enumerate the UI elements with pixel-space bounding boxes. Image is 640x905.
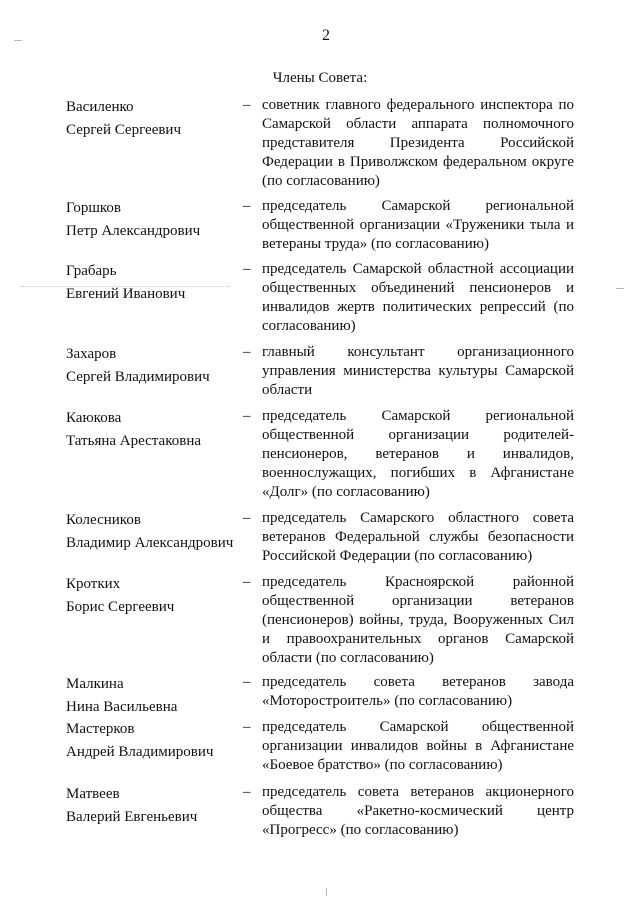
member-surname: Колесников xyxy=(66,512,141,528)
member-role: председатель совета ветеранов завода «Моторостроитель» (по согласованию) xyxy=(262,674,574,709)
member-name xyxy=(66,343,246,389)
member-role: председатель Самарской областной ассоциации общественных объединений пенсионеров и инвалидов жертв политических репрессий (по согласованию) xyxy=(262,261,574,334)
dash: – xyxy=(243,97,251,113)
member-surname: Захаров xyxy=(66,346,117,362)
member-name xyxy=(66,407,246,453)
section-heading: Члены Совета: xyxy=(272,70,368,86)
member-given-names: Евгений Иванович xyxy=(66,286,186,302)
member-role: председатель Самарской региональной общественной организации «Труженики тыла и ветераны труда» (по согласованию) xyxy=(262,198,574,252)
dash: – xyxy=(243,719,251,735)
dash: – xyxy=(243,784,251,800)
member-surname: Каюкова xyxy=(66,410,122,426)
member-role: председатель совета ветеранов акционерного общества «Ракетно-космический центр «Прогресс» (по согласованию) xyxy=(262,784,574,838)
member-name xyxy=(66,260,246,306)
member-role: председатель Самарской региональной общественной организации родителей-пенсионеров, ветеранов и инвалидов, военнослужащих, погибших в Афганистане «Долг» (по согласованию) xyxy=(262,408,574,500)
member-given-names: Андрей Владимирович xyxy=(66,744,214,760)
member-name xyxy=(66,96,246,142)
dash: – xyxy=(243,344,251,360)
dash: – xyxy=(243,574,251,590)
dash: – xyxy=(243,674,251,690)
member-surname: Грабарь xyxy=(66,263,117,279)
member-name xyxy=(66,509,246,555)
member-role: председатель Самарской общественной организации инвалидов войны в Афганистане «Боевое братство» (по согласованию) xyxy=(262,719,574,773)
member-role: председатель Самарского областного совета ветеранов Федеральной службы безопасности Российской Федерации (по согласованию) xyxy=(262,510,574,564)
right-margin-mark xyxy=(616,288,624,289)
member-surname: Малкина xyxy=(66,676,124,692)
member-given-names: Владимир Александрович xyxy=(66,535,234,551)
dash: – xyxy=(243,198,251,214)
member-name xyxy=(66,573,246,619)
page-number: 2 xyxy=(322,27,330,44)
dash: – xyxy=(243,261,251,277)
dash: – xyxy=(243,408,251,424)
member-given-names: Сергей Сергеевич xyxy=(66,122,182,138)
member-given-names: Нина Васильевна xyxy=(66,699,178,715)
dash: – xyxy=(243,510,251,526)
member-given-names: Борис Сергеевич xyxy=(66,599,175,615)
member-surname: Матвеев xyxy=(66,786,120,802)
member-name xyxy=(66,718,246,764)
member-role: главный консультант организационного управления министерства культуры Самарской области xyxy=(262,344,574,398)
bottom-margin-mark xyxy=(326,888,327,896)
member-surname: Мастерков xyxy=(66,721,135,737)
member-given-names: Валерий Евгеньевич xyxy=(66,809,198,825)
member-name xyxy=(66,197,246,243)
member-role: председатель Красноярской районной общественной организации ветеранов (пенсионеров) войны, труда, Вооруженных Сил и правоохранительных органов Самарской области (по согласованию) xyxy=(262,574,574,666)
member-given-names: Петр Александрович xyxy=(66,223,201,239)
member-given-names: Татьяна Арестаковна xyxy=(66,433,201,449)
member-given-names: Сергей Владимирович xyxy=(66,369,210,385)
member-role: советник главного федерального инспектора по Самарской области аппарата полномочного представителя Президента Российской Федерации в Приволжском федеральном округе (по согласованию) xyxy=(262,97,574,189)
member-name xyxy=(66,783,246,829)
member-surname: Василенко xyxy=(66,99,134,115)
left-margin-mark xyxy=(14,40,22,41)
member-name xyxy=(66,673,246,719)
member-surname: Кротких xyxy=(66,576,121,592)
member-surname: Горшков xyxy=(66,200,122,216)
